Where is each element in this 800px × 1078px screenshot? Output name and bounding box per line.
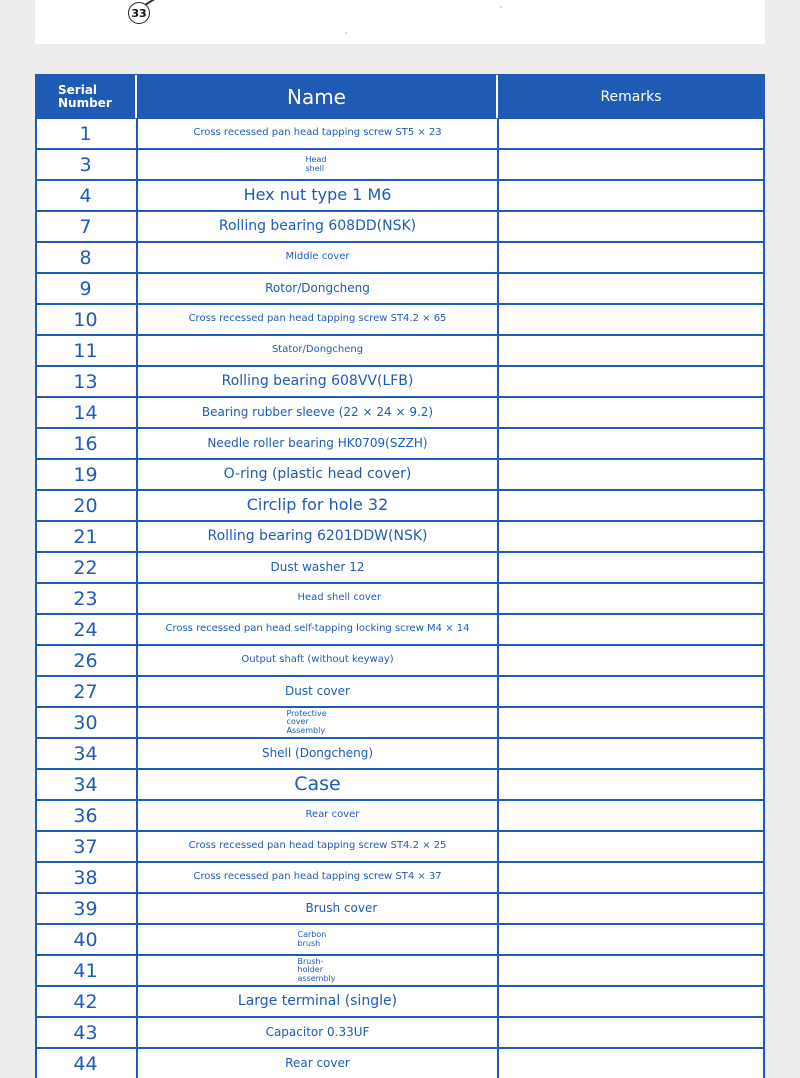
part-name-cell bbox=[138, 801, 499, 830]
serial-number-cell: 38 bbox=[37, 863, 138, 892]
serial-number-cell: 26 bbox=[37, 646, 138, 675]
part-name-text: Head shell cover bbox=[290, 593, 346, 604]
part-name-text: Rear cover bbox=[298, 810, 338, 821]
part-name-cell bbox=[138, 708, 499, 737]
part-name-text: Cross recessed pan head tapping screw ST4.2 × 65 bbox=[181, 314, 455, 325]
part-name-cell bbox=[138, 336, 499, 365]
serial-number-cell: 11 bbox=[37, 336, 138, 365]
part-name-cell bbox=[138, 274, 499, 303]
serial-number-cell: 40 bbox=[37, 925, 138, 954]
serial-number-cell: 20 bbox=[37, 491, 138, 520]
table-header bbox=[35, 74, 765, 119]
exploded-diagram-strip bbox=[35, 0, 765, 44]
table-body bbox=[35, 119, 765, 1078]
remarks-cell bbox=[499, 429, 763, 458]
table-row bbox=[37, 646, 763, 677]
table-row bbox=[37, 398, 763, 429]
part-name-cell bbox=[138, 491, 499, 520]
part-name-cell bbox=[138, 305, 499, 334]
part-name-cell bbox=[138, 739, 499, 768]
table-row bbox=[37, 553, 763, 584]
serial-number-cell: 41 bbox=[37, 956, 138, 985]
part-name-cell bbox=[138, 584, 499, 613]
part-name-cell bbox=[138, 677, 499, 706]
table-row bbox=[37, 305, 763, 336]
remarks-cell bbox=[499, 956, 763, 985]
part-name-text: Brush-holder assembly bbox=[290, 958, 346, 983]
part-name-text: Stator/Dongcheng bbox=[264, 345, 371, 356]
part-name-text: Large terminal (single) bbox=[230, 994, 405, 1009]
table-row bbox=[37, 615, 763, 646]
part-name-text: Capacitor 0.33UF bbox=[258, 1026, 378, 1039]
part-name-text: Bearing rubber sleeve (22 × 24 × 9.2) bbox=[194, 406, 441, 419]
remarks-cell bbox=[499, 894, 763, 923]
table-row bbox=[37, 677, 763, 708]
remarks-cell bbox=[499, 460, 763, 489]
header-remarks: Remarks bbox=[600, 88, 662, 105]
remarks-cell bbox=[499, 181, 763, 210]
part-name-cell bbox=[138, 894, 499, 923]
serial-number-cell: 1 bbox=[37, 119, 138, 148]
remarks-cell bbox=[499, 336, 763, 365]
serial-number-cell: 30 bbox=[37, 708, 138, 737]
parts-table bbox=[35, 74, 765, 1078]
part-name-text: Case bbox=[286, 775, 349, 795]
header-serial-line1: Serial bbox=[58, 82, 98, 97]
part-name-text: Carbon brush bbox=[290, 931, 346, 948]
part-name-cell bbox=[138, 987, 499, 1016]
remarks-cell bbox=[499, 925, 763, 954]
part-name-cell bbox=[138, 925, 499, 954]
remarks-cell bbox=[499, 770, 763, 799]
table-row bbox=[37, 212, 763, 243]
remarks-cell bbox=[499, 305, 763, 334]
part-name-cell bbox=[138, 243, 499, 272]
part-name-cell bbox=[138, 522, 499, 551]
table-row bbox=[37, 243, 763, 274]
serial-number-cell: 39 bbox=[37, 894, 138, 923]
remarks-cell bbox=[499, 367, 763, 396]
table-row bbox=[37, 367, 763, 398]
remarks-cell bbox=[499, 243, 763, 272]
part-name-text: Protective cover Assembly bbox=[279, 710, 357, 735]
table-row bbox=[37, 274, 763, 305]
serial-number-cell: 19 bbox=[37, 460, 138, 489]
remarks-cell bbox=[499, 677, 763, 706]
table-row bbox=[37, 336, 763, 367]
part-name-cell bbox=[138, 367, 499, 396]
remarks-cell bbox=[499, 119, 763, 148]
part-name-text: Rolling bearing 6201DDW(NSK) bbox=[200, 529, 436, 544]
part-name-text: Head shell bbox=[298, 156, 338, 173]
part-name-cell bbox=[138, 956, 499, 985]
table-row bbox=[37, 460, 763, 491]
remarks-cell bbox=[499, 150, 763, 179]
table-row bbox=[37, 119, 763, 150]
table-row bbox=[37, 739, 763, 770]
part-name-cell bbox=[138, 150, 499, 179]
part-name-text: O-ring (plastic head cover) bbox=[216, 467, 420, 482]
remarks-cell bbox=[499, 801, 763, 830]
table-row bbox=[37, 491, 763, 522]
part-name-cell bbox=[138, 212, 499, 241]
part-name-text: Cross recessed pan head tapping screw ST4 × 37 bbox=[185, 872, 449, 883]
table-row bbox=[37, 770, 763, 801]
table-row bbox=[37, 925, 763, 956]
part-name-cell bbox=[138, 553, 499, 582]
remarks-cell bbox=[499, 398, 763, 427]
remarks-cell bbox=[499, 646, 763, 675]
table-row bbox=[37, 1018, 763, 1049]
part-name-text: Hex nut type 1 M6 bbox=[236, 187, 400, 204]
serial-number-cell: 34 bbox=[37, 739, 138, 768]
serial-number-cell: 14 bbox=[37, 398, 138, 427]
diagram-speck bbox=[500, 6, 502, 8]
serial-number-cell: 43 bbox=[37, 1018, 138, 1047]
serial-number-cell: 13 bbox=[37, 367, 138, 396]
remarks-cell bbox=[499, 863, 763, 892]
serial-number-cell: 16 bbox=[37, 429, 138, 458]
remarks-cell bbox=[499, 708, 763, 737]
remarks-cell bbox=[499, 615, 763, 644]
part-name-text: Middle cover bbox=[277, 252, 357, 263]
table-row bbox=[37, 894, 763, 925]
part-name-text: Output shaft (without keyway) bbox=[233, 655, 401, 666]
serial-number-cell: 24 bbox=[37, 615, 138, 644]
remarks-cell bbox=[499, 491, 763, 520]
part-name-cell bbox=[138, 646, 499, 675]
part-name-text: Rolling bearing 608DD(NSK) bbox=[211, 219, 424, 234]
serial-number-cell: 42 bbox=[37, 987, 138, 1016]
serial-number-cell: 44 bbox=[37, 1049, 138, 1078]
remarks-cell bbox=[499, 274, 763, 303]
part-name-text: Cross recessed pan head self-tapping locking screw M4 × 14 bbox=[157, 624, 477, 635]
table-row bbox=[37, 522, 763, 553]
serial-number-cell: 9 bbox=[37, 274, 138, 303]
part-name-cell bbox=[138, 398, 499, 427]
serial-number-cell: 37 bbox=[37, 832, 138, 861]
remarks-cell bbox=[499, 212, 763, 241]
serial-number-cell: 27 bbox=[37, 677, 138, 706]
table-row bbox=[37, 987, 763, 1018]
serial-number-cell: 36 bbox=[37, 801, 138, 830]
diagram-speck bbox=[345, 32, 347, 34]
part-name-text: Cross recessed pan head tapping screw ST4.2 × 25 bbox=[181, 841, 455, 852]
table-row bbox=[37, 708, 763, 739]
serial-number-cell: 21 bbox=[37, 522, 138, 551]
table-row bbox=[37, 584, 763, 615]
part-name-cell bbox=[138, 1049, 499, 1078]
table-row bbox=[37, 863, 763, 894]
serial-number-cell: 4 bbox=[37, 181, 138, 210]
remarks-cell bbox=[499, 584, 763, 613]
serial-number-cell: 22 bbox=[37, 553, 138, 582]
header-name: Name bbox=[137, 75, 498, 118]
remarks-cell bbox=[499, 1018, 763, 1047]
table-row bbox=[37, 181, 763, 212]
serial-number-cell: 7 bbox=[37, 212, 138, 241]
part-name-cell bbox=[138, 1018, 499, 1047]
part-name-text: Brush cover bbox=[298, 902, 338, 915]
part-name-cell bbox=[138, 863, 499, 892]
part-name-cell bbox=[138, 429, 499, 458]
part-name-text: Dust washer 12 bbox=[262, 561, 372, 574]
table-row bbox=[37, 832, 763, 863]
serial-number-cell: 3 bbox=[37, 150, 138, 179]
header-serial-line2: Number bbox=[58, 95, 112, 110]
part-name-text: Rolling bearing 608VV(LFB) bbox=[214, 374, 422, 389]
part-name-text: Dust cover bbox=[277, 685, 358, 698]
header-serial-number bbox=[36, 75, 137, 118]
part-name-text: Cross recessed pan head tapping screw ST5 × 23 bbox=[185, 128, 449, 139]
serial-number-cell: 23 bbox=[37, 584, 138, 613]
part-name-cell bbox=[138, 119, 499, 148]
part-name-cell bbox=[138, 615, 499, 644]
part-name-cell bbox=[138, 460, 499, 489]
part-name-text: Needle roller bearing HK0709(SZZH) bbox=[199, 437, 435, 450]
table-row bbox=[37, 956, 763, 987]
table-row bbox=[37, 1049, 763, 1078]
serial-number-cell: 8 bbox=[37, 243, 138, 272]
part-callout-33: 33 bbox=[128, 2, 150, 24]
table-row bbox=[37, 801, 763, 832]
table-row bbox=[37, 150, 763, 181]
part-name-text: Rotor/Dongcheng bbox=[257, 282, 378, 295]
part-name-text: Rear cover bbox=[277, 1057, 358, 1070]
serial-number-cell: 34 bbox=[37, 770, 138, 799]
part-name-cell bbox=[138, 770, 499, 799]
part-name-text: Shell (Dongcheng) bbox=[254, 747, 381, 760]
remarks-cell bbox=[499, 1049, 763, 1078]
part-name-cell bbox=[138, 832, 499, 861]
remarks-cell bbox=[499, 739, 763, 768]
remarks-cell bbox=[499, 522, 763, 551]
remarks-cell bbox=[499, 987, 763, 1016]
part-name-text: Circlip for hole 32 bbox=[239, 497, 397, 514]
table-row bbox=[37, 429, 763, 460]
serial-number-cell: 10 bbox=[37, 305, 138, 334]
remarks-cell bbox=[499, 553, 763, 582]
remarks-cell bbox=[499, 832, 763, 861]
part-name-cell bbox=[138, 181, 499, 210]
